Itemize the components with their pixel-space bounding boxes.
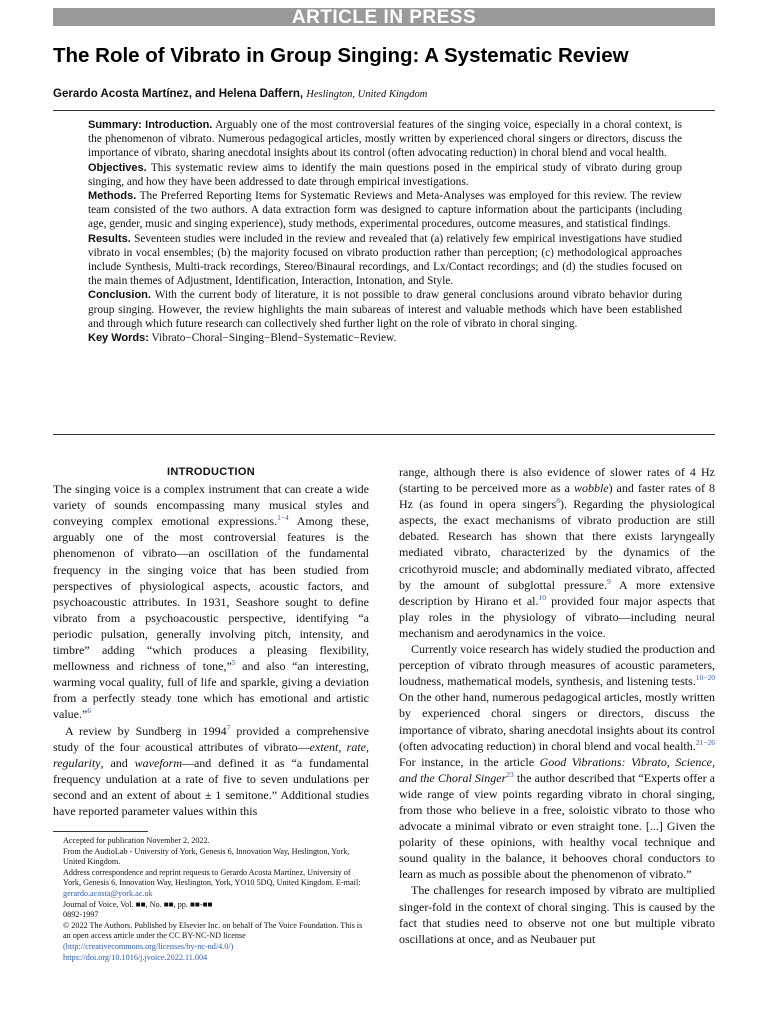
- results-text: Seventeen studies were included in the review and revealed that (a) relatively few empirical investigations have studied vibrato in vocal ensembles; (b) the majority focused on vibrato production rather than perception; (c) methodological approaches include Synthesis, Multi-track recordings, Stereo/Binaural recordings, and Lx/Contact recordings; and (d) the studies focused on the main themes of Adjustment, Identification, Interaction, Intonation, and Style.: [88, 232, 682, 288]
- citation-link[interactable]: 6: [87, 706, 92, 716]
- introduction-heading: Introduction.: [145, 119, 213, 131]
- citation-link[interactable]: 5: [231, 658, 236, 668]
- abstract-top-rule: [53, 110, 715, 111]
- text-run: ). Regarding the physiological aspects, the exact mechanisms of vibrato production are still debated. Research has shown that there exists laryngeally mediated vibrato, characterized by the dynamics of the cricothyroid muscle; and abdominally mediated vibrato, affected by the amount of subglottal pressure.: [399, 497, 715, 592]
- citation-link[interactable]: 8: [556, 496, 560, 506]
- abstract-results: [88, 232, 682, 289]
- emphasis: Good Vibrations: Vibrato, Science, and the Choral Singer: [399, 754, 716, 785]
- footnote-from: From the AudioLab - University of York, Genesis 6, Innovation Way, Heslington, York, United Kingdom.: [63, 846, 350, 867]
- text-run: Among these, arguably one of the most controversial features is the phenomenon of vibrato—an oscillation of the fundamental frequency in the singing voice that has been studied from perspectives of physiological aspects, acoustic factors, and psychoacoustic attributes. In 1931, Seashore sought to define vibrato from a psychoacoustic perspective, identifying “a periodic pulsation, generally involving pitch, intensity, and timbre” adding “which produces a pleasing flexibility, mellowness and richness of tone,”: [53, 514, 369, 674]
- footnotes: [53, 836, 369, 963]
- body-left-column: [53, 464, 369, 819]
- author-affiliation: Heslington, United Kingdom: [306, 89, 428, 100]
- paragraph: [53, 723, 369, 820]
- text-run: —and defined it as “a fundamental frequency undulation at a rate of five to seven undulations per second and an extent of about ± 1 semitone.” Additional studies have reported parameter values within this: [53, 755, 369, 818]
- conclusion-heading: Conclusion.: [88, 289, 151, 302]
- summary-heading: Summary:: [88, 119, 142, 131]
- citation-link[interactable]: 7: [226, 722, 231, 732]
- citation-link[interactable]: 21−26: [695, 737, 715, 747]
- footnote-copyright: [53, 921, 369, 953]
- article-in-press-banner: ARTICLE IN PRESS: [53, 8, 715, 26]
- paragraph: [399, 641, 715, 882]
- citation-link[interactable]: 10: [538, 592, 547, 602]
- body-right-column: [399, 464, 715, 947]
- abstract-introduction: [88, 118, 682, 161]
- text-run: provided a comprehensive study of the four acoustical attributes of vibrato—: [53, 723, 370, 754]
- doi-link[interactable]: https://doi.org/10.1016/j.jvoice.2022.11.004: [63, 952, 208, 962]
- footnote-journal: Journal of Voice, Vol. ■■, No. ■■, pp. ■■-■■: [63, 899, 213, 909]
- footnote-issn: 0892-1997: [63, 910, 99, 920]
- keywords-heading: Key Words:: [88, 332, 149, 345]
- abstract-conclusion: [88, 288, 682, 331]
- text-run: On the other hand, numerous pedagogical articles, mostly written by experienced choral singers or directors, discuss the importance of vibrato, sharing anecdotal insights about its control (often advocating reduction) in choral blend and vocal health.: [399, 690, 715, 753]
- citation-link[interactable]: 10−20: [695, 673, 715, 683]
- text-run: ) and faster rates of 8 Hz (as found in opera singers: [399, 481, 715, 512]
- objectives-heading: Objectives.: [88, 161, 147, 174]
- abstract-bottom-rule: [53, 434, 715, 435]
- citation-link[interactable]: 1−4: [277, 513, 289, 523]
- abstract-keywords: [88, 331, 682, 345]
- citation-link[interactable]: 9: [606, 576, 611, 586]
- author-line: [53, 86, 723, 103]
- text-run: A more extensive description by Hirano et al.: [399, 577, 715, 608]
- paragraph: [399, 464, 715, 641]
- text-run: Address correspondence and reprint requests to Gerardo Acosta Martínez, University of York, Genesis 6, Innovation Way, Heslington, York, YO10 5DQ, United Kingdom. E-mail:: [63, 867, 361, 888]
- footnote-accepted: Accepted for publication November 2, 2022.: [63, 836, 210, 845]
- text-run: A review by Sundberg in 1994: [65, 723, 227, 738]
- text-run: For instance, in the article: [399, 754, 540, 769]
- citation-link[interactable]: 23: [506, 769, 514, 779]
- abstract-methods: [88, 189, 682, 232]
- results-heading: Results.: [88, 232, 131, 245]
- abstract: [88, 118, 682, 345]
- emphasis: wobble: [573, 481, 609, 496]
- article-title: The Role of Vibrato in Group Singing: A Systematic Review: [53, 44, 629, 67]
- conclusion-text: With the current body of literature, it is not possible to draw general conclusions around vibrato behavior during group singing. However, the review highlights the main subareas of interest and valuable methods which have been established and through which future research can collectively shed further light on the role of vibrato in choral singing.: [88, 289, 682, 330]
- emphasis: extent, rate, regularity: [53, 739, 369, 770]
- text-run: provided four major aspects that play roles in the physiology of vibrato—including neural mechanism and aerodynamics in the voice.: [399, 593, 715, 640]
- objectives-text: This systematic review aims to identify the main questions posed in the empirical study of vibrato during group singing, and how they have been addressed to date through empirical investigations.: [88, 161, 682, 188]
- text-run: The singing voice is a complex instrument that can create a wide variety of sounds encompassing many musical styles and conveying complex emotional expressions.: [53, 482, 369, 529]
- author-names: Gerardo Acosta Martínez, and Helena Daffern,: [53, 88, 304, 100]
- footnote-doi: [53, 953, 369, 964]
- license-link[interactable]: (http://creativecommons.org/licenses/by-nc-nd/4.0/): [63, 941, 234, 951]
- emphasis: waveform: [134, 755, 182, 770]
- keywords-text: Vibrato−Choral−Singing−Blend−Systematic−Review.: [151, 332, 397, 345]
- footnote-rule: [53, 831, 148, 832]
- text-run: , and: [100, 755, 135, 770]
- methods-heading: Methods.: [88, 190, 137, 203]
- paragraph: The challenges for research imposed by vibrato are multiplied singer-fold in the context of choral singing. This is caused by the fact that studies need to observe not one but multiple vibrato oscillations at once, and as Neubauer put: [399, 883, 715, 946]
- methods-text: The Preferred Reporting Items for Systematic Reviews and Meta-Analyses was employed for this review. The review team consisted of the two authors. A data extraction form was designed to capture information about the participants (including age, gender, music and singing experience), study methods, experimental procedures, outcome measures, and statistical findings.: [88, 190, 682, 231]
- paragraph: [53, 481, 369, 722]
- abstract-objectives: [88, 161, 682, 189]
- text-run: and also “an interesting, warming vocal quality, full of life and sparkle, giving a deviation from a perfectly steady tone which has emotional and artistic value.”: [53, 659, 370, 722]
- section-heading-introduction: INTRODUCTION: [167, 466, 255, 478]
- introduction-text: Arguably one of the most controversial features of the singing voice, especially in a choral context, is the phenomenon of vibrato. Numerous pedagogical articles, mostly written by experienced choral singers or directors, discuss the importance of vibrato, sharing anecdotal insights about its control (often advocating reduction) in choral blend and vocal health.: [88, 119, 683, 160]
- text-run: © 2022 The Authors. Published by Elsevier Inc. on behalf of The Voice Foundation. This is an open access article under the CC BY-NC-ND license: [63, 920, 363, 941]
- email-link[interactable]: gerardo.acosta@york.ac.uk: [63, 888, 153, 898]
- footnote-address: [53, 868, 369, 900]
- text-run: Currently voice research has widely studied the production and perception of vibrato through measures of acoustic parameters, loudness, mathematical models, synthesis, and listening tests.: [399, 642, 715, 689]
- text-run: the author described that “Experts offer a wide range of view points regarding vibrato in choral singing, from those who believe in a free, soloistic vibrato to those who advocate a minimal vibrato or even straight tone. [...] Given the polarity of these opinions, with healthy vocal technique and sound quality in the balance, it behooves choral conductors to learn as much as possible about the phenomenon of vibrato.”: [399, 770, 716, 882]
- text-run: range, although there is also evidence of slower rates of 4 Hz (starting to be perceived more as a: [399, 465, 715, 496]
